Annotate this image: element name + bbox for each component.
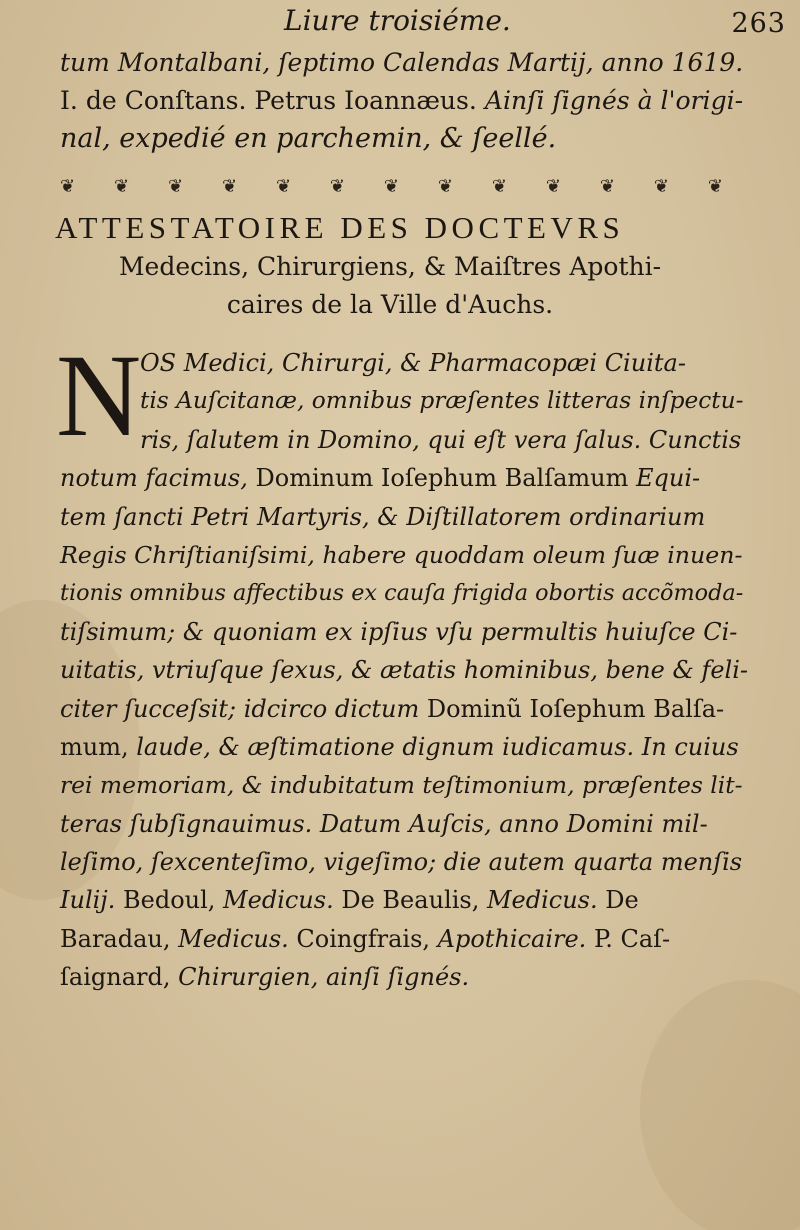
text-span: I. de Conſtans. Petrus Ioannæus.	[60, 86, 485, 115]
text-line: leſimo, ſexcenteſimo, vigeſimo; die autem quarta menſis	[60, 848, 743, 877]
text-line: tiſsimum; & quoniam ex ipſius vſu permultis huiuſce Ci-	[60, 617, 738, 646]
text-span: ſaignard,	[60, 963, 179, 992]
subheading-line: caires de la Ville d'Auchs.	[226, 290, 554, 319]
text-span: De	[605, 886, 639, 915]
text-span: De Beaulis,	[341, 886, 487, 915]
fleuron-icon: ❦	[221, 176, 237, 196]
text-span: Dominum Ioſephum Balſamum	[255, 464, 637, 493]
text-line: uitatis, vtriuſque ſexus, & ætatis hominibus, bene & feli-	[60, 656, 749, 685]
text-line	[60, 958, 750, 996]
fleuron-icon: ❦	[707, 176, 722, 196]
fleuron-icon: ❦	[60, 176, 75, 196]
fleuron-icon: ❦	[545, 176, 560, 196]
fleuron-icon: ❦	[167, 176, 183, 196]
drop-cap: N	[56, 330, 142, 461]
text-line: tem ſancti Petri Martyris, & Diſtillatorem ordinarium	[60, 502, 706, 531]
text-span: Medicus.	[178, 924, 297, 953]
text-line: nal, expedié en parchemin, & ſeellé.	[60, 123, 557, 154]
text-span: Equi-	[636, 464, 701, 493]
subheading-line: Medecins, Chirurgiens, & Maiſtres Apothi-	[118, 252, 662, 281]
fleuron-icon: ❦	[275, 176, 291, 196]
text-line: rei memoriam, & indubitatum teſtimonium, præſentes lit-	[60, 771, 743, 800]
text-span: Coingfrais,	[296, 924, 438, 953]
text-line	[60, 690, 750, 728]
text-span: Medicus.	[486, 886, 606, 915]
fleuron-icon: ❦	[653, 176, 668, 196]
text-span: Dominũ Ioſephum Balſa-	[426, 694, 725, 723]
text-line	[60, 728, 750, 766]
ornament-band	[60, 176, 722, 196]
fleuron-icon: ❦	[599, 176, 614, 196]
text-line: tionis omnibus affectibus ex cauſa frigida obortis accõmoda-	[60, 580, 744, 607]
text-span: mum,	[60, 732, 137, 761]
page-header	[60, 4, 790, 44]
running-title: Liure troisiéme.	[284, 4, 511, 37]
fleuron-icon: ❦	[383, 176, 398, 196]
text-span: Ainſi ſignés à l'origi-	[484, 86, 744, 115]
section-heading: ATTESTATOIRE DES DOCTEVRS	[55, 210, 625, 245]
text-span: Medicus.	[223, 886, 342, 915]
text-span: notum facimus,	[60, 464, 256, 493]
text-line: tis Auſcitanæ, omnibus præſentes litteras inſpectu-	[140, 387, 744, 415]
text-line	[60, 82, 750, 120]
text-span: citer ſucceſsit; idcirco dictum	[60, 694, 427, 723]
text-span: Apothicaire.	[437, 924, 594, 953]
section-subheading	[60, 248, 720, 324]
fleuron-icon: ❦	[437, 176, 452, 196]
text-line	[60, 920, 750, 958]
page-number: 263	[731, 8, 786, 39]
paper-stain	[640, 980, 800, 1230]
fleuron-icon: ❦	[113, 176, 129, 196]
text-line: Regis Chriſtianiſsimi, habere quoddam oleum ſuæ inuen-	[60, 540, 743, 569]
previous-section-ending	[60, 44, 750, 158]
fleuron-icon: ❦	[329, 176, 345, 196]
text-span: Bedoul,	[123, 886, 224, 915]
text-span: Iulij.	[60, 886, 123, 915]
text-line	[60, 459, 750, 497]
attestation-body	[60, 344, 750, 997]
text-line: ris, ſalutem in Domino, qui eſt vera ſalus. Cunctis	[140, 425, 742, 454]
text-span: laude, & æſtimatione dignum iudicamus. In cuius	[136, 732, 739, 761]
text-line: teras ſubſignauimus. Datum Auſcis, anno Domini mil-	[60, 809, 708, 838]
text-span: P. Caſ-	[593, 924, 671, 953]
text-line: tum Montalbani, ſeptimo Calendas Martij, anno 1619.	[60, 48, 744, 77]
text-line	[60, 881, 750, 919]
text-line: OS Medici, Chirurgi, & Pharmacopæi Ciuita-	[140, 349, 686, 377]
fleuron-icon: ❦	[491, 176, 506, 196]
text-span: Chirurgien, ainſi ſignés.	[178, 963, 470, 992]
text-span: Baradau,	[60, 924, 179, 953]
